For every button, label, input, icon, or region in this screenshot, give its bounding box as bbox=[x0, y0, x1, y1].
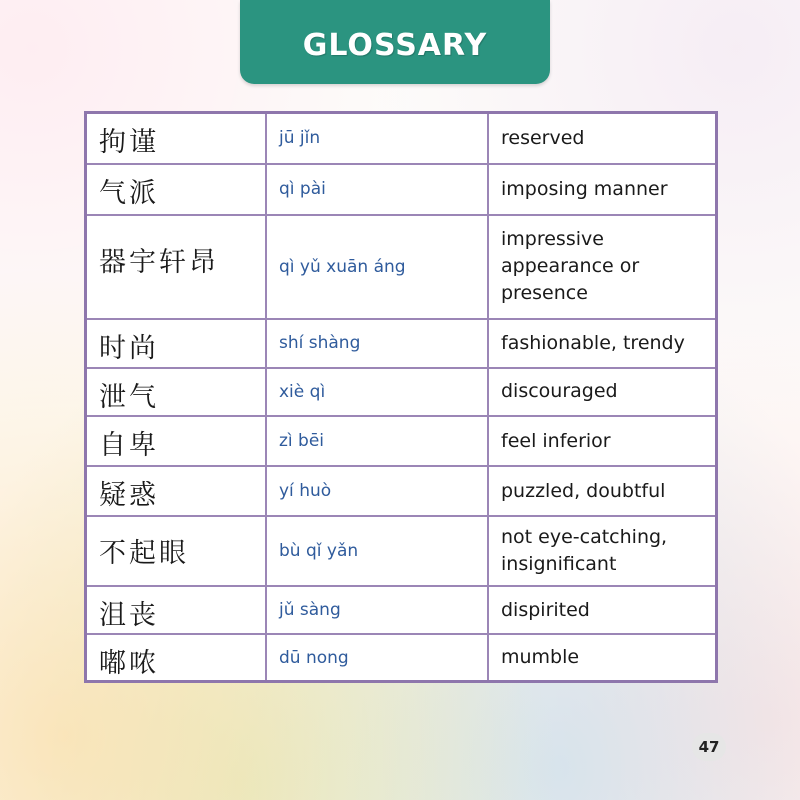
meaning-cell: fashionable, trendy bbox=[501, 331, 685, 354]
meaning-cell: not eye-catching, insignificant bbox=[501, 526, 668, 576]
hanzi-cell: 沮丧 bbox=[87, 587, 267, 633]
meaning-cell: feel inferior bbox=[501, 429, 611, 452]
table-row bbox=[87, 587, 715, 635]
table-row bbox=[87, 369, 715, 418]
table-row bbox=[87, 114, 715, 165]
table-row bbox=[87, 635, 715, 680]
pinyin-cell: xiè qì bbox=[267, 369, 489, 416]
page-number: 47 bbox=[692, 733, 726, 761]
pinyin-cell: jū jǐn bbox=[267, 114, 489, 163]
pinyin-cell: jǔ sàng bbox=[267, 587, 489, 633]
meaning-cell: impressive appearance or presence bbox=[501, 228, 640, 305]
meaning-cell: dispirited bbox=[501, 598, 590, 621]
hanzi-cell: 器宇轩昂 bbox=[87, 216, 267, 318]
meaning-cell: puzzled, doubtful bbox=[501, 479, 666, 502]
hanzi-cell: 拘谨 bbox=[87, 114, 267, 163]
pinyin-cell: qì pài bbox=[267, 165, 489, 214]
table-row bbox=[87, 216, 715, 320]
hanzi-cell: 时尚 bbox=[87, 320, 267, 367]
pinyin-cell: zì bēi bbox=[267, 417, 489, 465]
hanzi-cell: 疑惑 bbox=[87, 467, 267, 515]
pinyin-cell: yí huò bbox=[267, 467, 489, 515]
meaning-cell: reserved bbox=[501, 126, 585, 149]
meaning-cell: discouraged bbox=[501, 380, 618, 403]
pinyin-cell: bù qǐ yǎn bbox=[267, 517, 489, 585]
hanzi-cell: 泄气 bbox=[87, 369, 267, 416]
table-row bbox=[87, 417, 715, 467]
table-row bbox=[87, 320, 715, 369]
pinyin-cell: shí shàng bbox=[267, 320, 489, 367]
table-row bbox=[87, 517, 715, 587]
hanzi-cell: 不起眼 bbox=[87, 517, 267, 585]
pinyin-cell: dū nong bbox=[267, 635, 489, 680]
hanzi-cell: 气派 bbox=[87, 165, 267, 214]
pinyin-cell: qì yǔ xuān áng bbox=[267, 216, 489, 318]
hanzi-cell: 嘟哝 bbox=[87, 635, 267, 680]
meaning-cell: mumble bbox=[501, 646, 580, 668]
table-row bbox=[87, 165, 715, 216]
glossary-table bbox=[84, 111, 718, 683]
meaning-cell: imposing manner bbox=[501, 177, 668, 200]
glossary-banner bbox=[240, 0, 550, 84]
page-title: GLOSSARY bbox=[302, 27, 488, 63]
table-row bbox=[87, 467, 715, 517]
hanzi-cell: 自卑 bbox=[87, 417, 267, 465]
